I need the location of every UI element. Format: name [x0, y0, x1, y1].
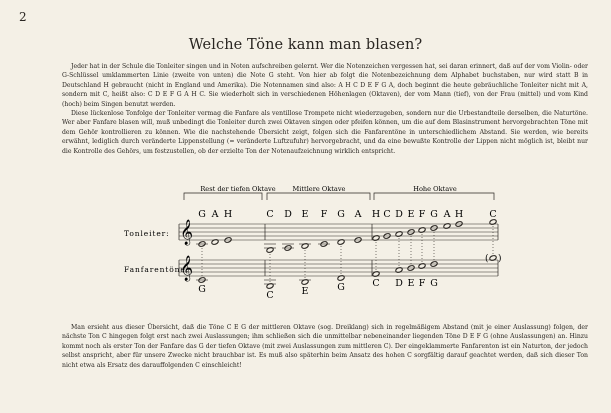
scale-note-letter: D — [284, 209, 292, 220]
scale-note-letter: A — [354, 209, 362, 220]
fanfare-note-letter: E — [301, 286, 309, 297]
fanfare-note-letter: E — [407, 278, 415, 289]
scale-note-letter: H — [371, 209, 381, 220]
fanfare-note-letter: C — [266, 290, 274, 301]
fanfare-note-letter: D — [395, 278, 403, 289]
scale-note-letter: H — [454, 209, 464, 220]
note-marks — [202, 226, 493, 282]
octave-bracket-high — [374, 193, 494, 200]
scale-note-letter: D — [395, 209, 403, 220]
fanfare-note-letter: F — [418, 278, 426, 289]
bracket-left: ( — [485, 254, 489, 264]
treble-clef: 𝄞 — [180, 220, 194, 245]
fanfare-note-letter: G — [430, 278, 438, 289]
scale-note-letter: H — [223, 209, 233, 220]
closing-paragraph: Man ersieht aus dieser Übersicht, daß die Töne C E G der mittleren Oktave (sog. Dreiklang) sich in regelmäßigem Abstand (mit je einer Auslassung) folgen, der nächste Ton C hingegen folgt erst nach zwei Auslassungen; ihm schließen sich die unmittelbar nebeneinander liegenden Töne D E F G (ohne Auslassungen) an. Hinzu kommt noch als erster Ton der Fanfare das G der tiefen Oktave (mit zwei Auslassungen zum mittleren C). Der eingeklammerte Fanfarenton ist ein Naturton, der jedoch selbst anspricht, aber für unsere Zwecke nicht brauchbar ist. Es muß also späterhin beim Ansatz des hohen C sorgfältig darauf geachtet werden, daß sich dieser Ton nicht etwa als Ersatz des darauffolgenden C einschleicht! — [62, 324, 588, 369]
octave-label-low: Rest der tiefen Oktave — [200, 185, 276, 193]
scale-note-letter: A — [443, 209, 451, 220]
fanfare-note-letter: G — [337, 282, 345, 293]
treble-clef: 𝄞 — [180, 256, 194, 281]
octave-bracket-low — [184, 193, 262, 200]
scale-note-letter: A — [211, 209, 219, 220]
octave-label-high: Hohe Oktave — [413, 185, 457, 193]
intro-paragraph: Diese lückenlose Tonfolge der Tonleiter vermag die Fanfare als ventillose Trompete nicht wiederzugeben, sondern nur die Urbestandteile derselben, die Naturtöne. Wer aber Fanfare blasen will, muß unbedingt die Tonleiter durch zwei Oktaven singen oder pfeifen können, um die auf dem Blasinstrument hervorgebrachten Töne mit dem Gehör kontrollieren zu können. Wie die nachstehende Übersicht zeigt, folgen sich die Fanfarentöne in unterschiedlichem Abstand. Sie werden, wie bereits erwähnt, lediglich durch veränderte Lippenstellung (= veränderte Luftzufuhr) hervorgebracht, und da eine bewußte Kontrolle der Lippen nicht möglich ist, bleibt nur die Kontrolle des Gehörs, um festzustellen, ob der erzielte Ton der Notenaufzeichnung wirklich entspricht. — [62, 110, 588, 155]
scale-note-letter: F — [418, 209, 426, 220]
scale-note-letter: C — [489, 209, 497, 220]
scale-note-letter: C — [383, 209, 391, 220]
scale-note-letter: G — [430, 209, 438, 220]
page-title: Welche Töne kann man blasen? — [188, 37, 423, 53]
octave-label-mid: Mittlere Oktave — [292, 185, 346, 193]
bracket-right: ) — [498, 254, 502, 264]
page-number: 2 — [19, 10, 27, 24]
fanfare-note-letter: C — [372, 278, 380, 289]
octave-bracket-mid — [267, 193, 370, 200]
row-label-fanfare: Fanfarentöne: — [124, 265, 190, 274]
row-label-scale: Tonleiter: — [124, 229, 170, 238]
scale-note-letter: G — [337, 209, 345, 220]
scale-staff — [179, 209, 498, 253]
scale-note-letter: F — [320, 209, 328, 220]
scale-note-letter: C — [266, 209, 274, 220]
fanfare-note-letter: G — [198, 284, 206, 295]
scale-note-letter: G — [198, 209, 206, 220]
scale-note-letter: E — [407, 209, 415, 220]
closing-text — [62, 323, 588, 370]
scale-note-letter: E — [301, 209, 309, 220]
fanfare-staff — [179, 253, 502, 301]
intro-paragraph: Jeder hat in der Schule die Tonleiter singen und in Noten aufschreiben gelernt. Wer die Notenzeichen vergessen hat, sei daran erinnert, daß auf der vom Violin- oder G-Schlüssel umklammerten Linie (zweite von unten) die Note G steht. Von hier ab folgt die Notenbezeichnung dem Alphabet buchstaben, nur wird statt B in Deutschland H gebraucht (nicht in England und Amerika). Die Notennamen sind also: A H C D E F G A, doch beginnt die heute gebräuchliche Tonleiter nicht mit A, sondern mit C, heißt also: C D E F G A H C. Sie wiederholt sich in verschiedenen Höhenlagen (Oktaven), der vom Mann (tief), von der Frau (mittel) und vom Kind (hoch) beim Singen benutzt werden. — [62, 63, 588, 108]
